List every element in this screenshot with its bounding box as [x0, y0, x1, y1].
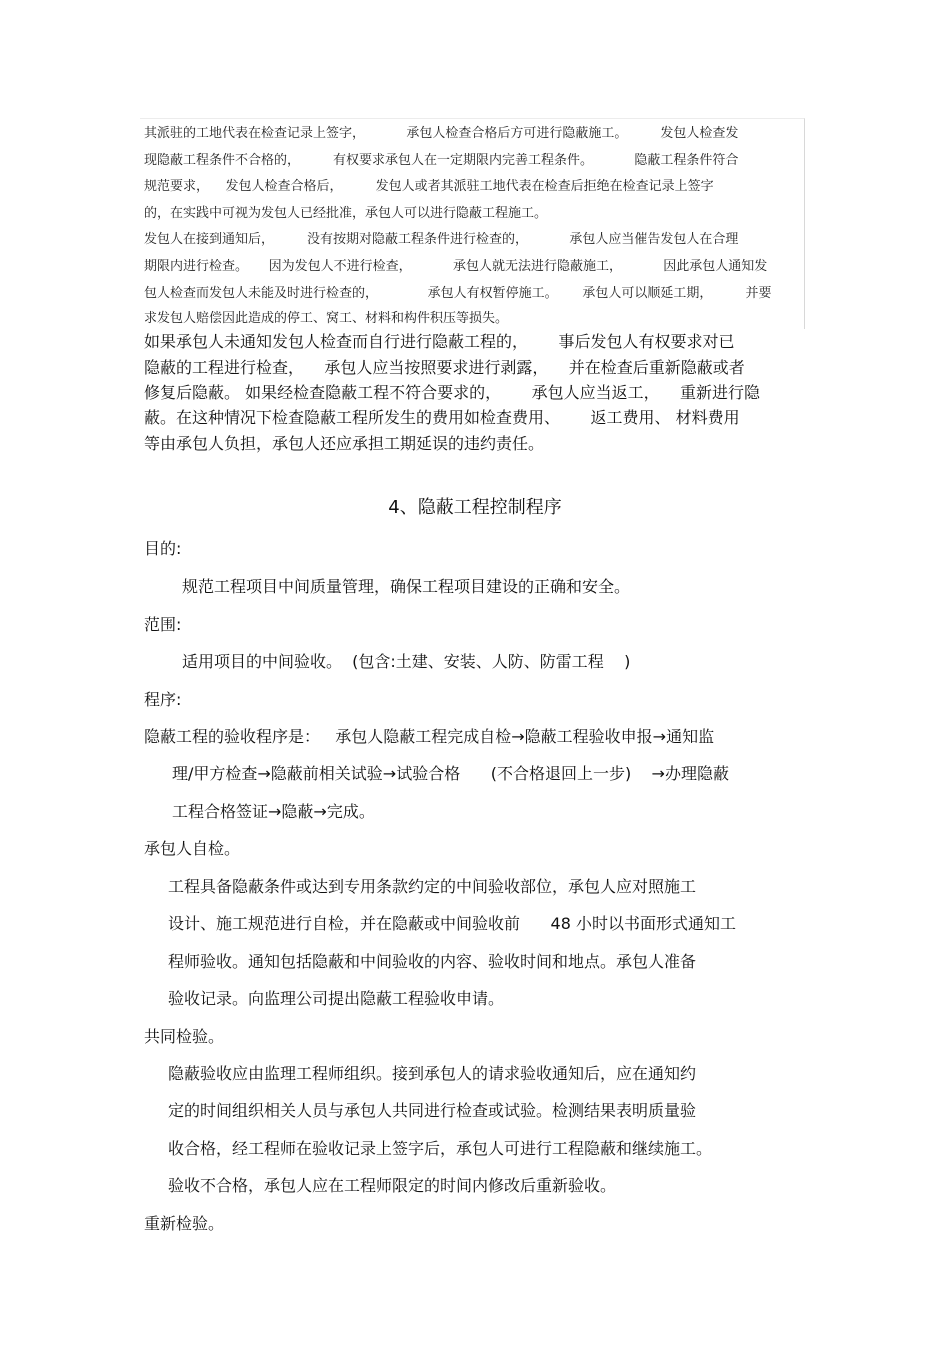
small-text-line: 的，在实践中可视为发包人已经批准，承包人可以进行隐蔽工程施工。: [144, 206, 548, 221]
small-text-line: 期限内进行检查。 因为发包人不进行检查， 承包人就无法进行隐蔽施工， 因此承包人通知发: [144, 259, 768, 274]
procedure-line: 理/甲方检查→隐蔽前相关试验→试验合格 (不合格退回上一步) →办理隐蔽: [172, 764, 729, 783]
body-text-line: 等由承包人负担，承包人还应承担工期延误的违约责任。: [144, 434, 545, 453]
self-check-line: 工程具备隐蔽条件或达到专用条款约定的中间验收部位，承包人应对照施工: [168, 877, 697, 896]
procedure-line: 工程合格签证→隐蔽→完成。: [172, 802, 375, 821]
self-check-line: 程师验收。通知包括隐蔽和中间验收的内容、验收时间和地点。承包人准备: [168, 952, 697, 971]
joint-check-line: 定的时间组织相关人员与承包人共同进行检查或试验。检测结果表明质量验: [168, 1101, 697, 1120]
scope-label: 范围:: [144, 615, 182, 634]
small-text-line: 求发包人赔偿因此造成的停工、窝工、材料和构件积压等损失。: [144, 311, 509, 326]
joint-check-line: 验收不合格，承包人应在工程师限定的时间内修改后重新验收。: [168, 1176, 617, 1195]
body-text-line: 隐蔽的工程进行检查， 承包人应当按照要求进行剥露， 并在检查后重新隐蔽或者: [144, 358, 745, 377]
body-text-line: 修复后隐蔽。 如果经检查隐蔽工程不符合要求的， 承包人应当返工， 重新进行隐: [144, 383, 760, 402]
scope-text: 适用项目的中间验收。 (包含:土建、安装、人防、防雷工程 ): [182, 652, 631, 671]
section-title: 4、隐蔽工程控制程序: [388, 497, 562, 518]
body-text-line: 如果承包人未通知发包人检查而自行进行隐蔽工程的， 事后发包人有权要求对已: [144, 332, 735, 351]
procedure-line: 隐蔽工程的验收程序是： 承包人隐蔽工程完成自检→隐蔽工程验收申报→通知监: [144, 727, 715, 746]
self-check-line: 验收记录。向监理公司提出隐蔽工程验收申请。: [168, 989, 505, 1008]
self-check-line: 设计、施工规范进行自检，并在隐蔽或中间验收前 48 小时以书面形式通知工: [168, 914, 736, 933]
purpose-label: 目的:: [144, 539, 182, 558]
joint-check-label: 共同检验。: [144, 1027, 225, 1046]
body-text-line: 蔽。在这种情况下检查隐蔽工程所发生的费用如检查费用、 返工费用、 材料费用: [144, 408, 740, 427]
small-text-line: 其派驻的工地代表在检查记录上签字， 承包人检查合格后方可进行隐蔽施工。 发包人检查发: [144, 126, 739, 141]
purpose-text: 规范工程项目中间质量管理，确保工程项目建设的正确和安全。: [182, 577, 631, 596]
self-check-label: 承包人自检。: [144, 839, 241, 858]
joint-check-line: 隐蔽验收应由监理工程师组织。接到承包人的请求验收通知后，应在通知约: [168, 1064, 697, 1083]
recheck-label: 重新检验。: [144, 1214, 225, 1233]
small-text-line: 规范要求， 发包人检查合格后， 发包人或者其派驻工地代表在检查后拒绝在检查记录上签字: [144, 179, 714, 194]
procedure-label: 程序:: [144, 690, 182, 709]
joint-check-line: 收合格，经工程师在验收记录上签字后，承包人可进行工程隐蔽和继续施工。: [168, 1139, 713, 1158]
small-text-line: 现隐蔽工程条件不合格的， 有权要求承包人在一定期限内完善工程条件。 隐蔽工程条件符合: [144, 153, 739, 168]
small-text-line: 发包人在接到通知后， 没有按期对隐蔽工程条件进行检查的， 承包人应当催告发包人在合理: [144, 232, 739, 247]
small-text-line: 包人检查而发包人未能及时进行检查的， 承包人有权暂停施工。 承包人可以顺延工期， 并要: [144, 286, 772, 301]
